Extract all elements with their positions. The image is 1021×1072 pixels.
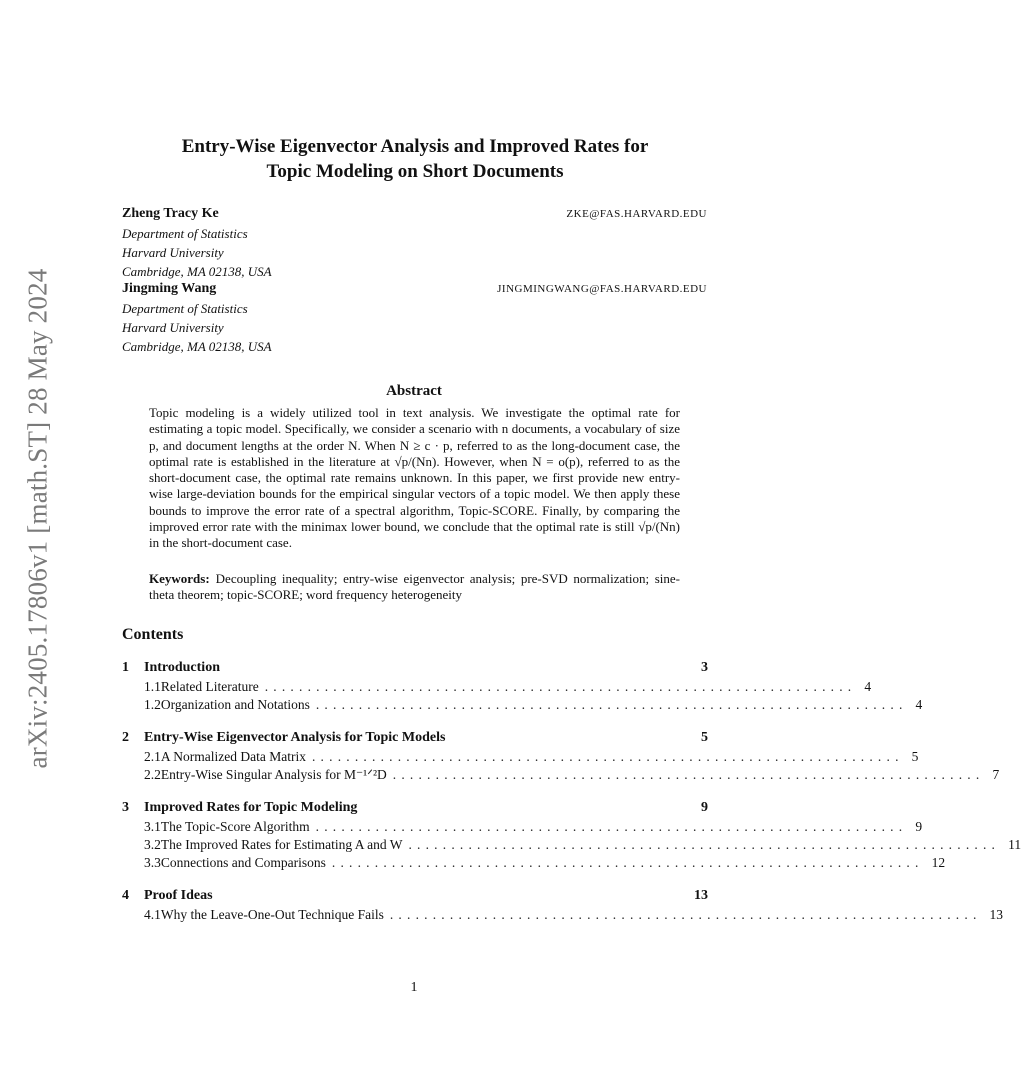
toc-subsection[interactable] [122, 819, 923, 837]
toc-subsection-number: 3.1 [144, 819, 161, 834]
toc-subsection-title: Why the Leave-One-Out Technique Fails [160, 907, 384, 922]
toc-subsection[interactable] [122, 855, 946, 873]
toc-section-title: Entry-Wise Eigenvector Analysis for Topic Models [144, 730, 446, 745]
toc-subsection-page: 13 [989, 907, 1004, 922]
toc-subsection-title: A Normalized Data Matrix [160, 749, 306, 764]
toc-section-number: 3 [122, 800, 129, 815]
toc-section-title: Improved Rates for Topic Modeling [144, 800, 358, 815]
toc-subsection-number: 2.2 [144, 767, 161, 782]
toc-leader-dots: ..................................................................... [408, 837, 1001, 852]
toc-subsection-page: 12 [931, 855, 946, 870]
toc-section-page: 5 [701, 730, 708, 745]
title-line-2: Topic Modeling on Short Documents [266, 161, 564, 182]
title-line-1: Entry-Wise Eigenvector Analysis and Improved Rates for [181, 136, 649, 157]
author-block-2 [122, 281, 707, 356]
toc-section-page: 3 [701, 660, 708, 675]
toc-section[interactable] [122, 730, 708, 749]
toc-section-number: 1 [122, 660, 129, 675]
table-of-contents [122, 660, 1021, 925]
toc-subsection[interactable] [122, 767, 1000, 785]
toc-subsection-number: 3.3 [144, 855, 161, 870]
toc-subsection-title: Organization and Notations [160, 697, 310, 712]
author-name: Jingming Wang [122, 281, 217, 296]
abstract-text: Topic modeling is a widely utilized tool in text analysis. We investigate the optimal rate for estimating a topic model. Specifically, we consider a scenario with n documents, a vocabulary of size p, and document lengths at the order N. When N ≥ c · p, referred to as the long-document case, the optimal rate is established in the literature at √p/(Nn). However, when N = o(p), referred to as the short-document case, the optimal rate remains unknown. In this paper, we first provide new entry-wise large-deviation bounds for the empirical singular vectors of a topic model. We then apply these bounds to improve the error rate of a spectral algorithm, Topic-SCORE. Finally, by comparing the improved error rate with the minimax lower bound, we conclude that the optimal rate is still √p/(Nn) in the short-document case. [149, 405, 680, 551]
toc-subsection-page: 4 [915, 697, 923, 712]
toc-subsection-number: 4.1 [144, 907, 161, 922]
toc-subsection-title: Related Literature [160, 679, 259, 694]
keywords-text: Decoupling inequality; entry-wise eigenvector analysis; pre-SVD normalization; sine-theta theorem; topic-SCORE; word frequency heterogeneity [149, 571, 680, 603]
toc-subsection-title: Entry-Wise Singular Analysis for M⁻¹ᐟ²D [160, 767, 387, 782]
toc-subsection-page: 9 [915, 819, 923, 834]
toc-subsection-page: 7 [992, 767, 1000, 782]
toc-leader-dots: ..................................................................... [331, 855, 924, 870]
author-email[interactable]: JINGMINGWANG@FAS.HARVARD.EDU [497, 283, 707, 295]
toc-subsection-page: 11 [1008, 837, 1021, 852]
toc-section-page: 13 [694, 888, 708, 903]
toc-subsection[interactable] [122, 907, 1004, 925]
toc-section[interactable] [122, 888, 708, 907]
author-address: Cambridge, MA 02138, USA [122, 339, 272, 354]
arxiv-identifier-stamp [18, 263, 58, 773]
toc-subsection-title: The Topic-Score Algorithm [160, 819, 310, 834]
toc-subsection[interactable] [122, 679, 872, 697]
author-address: Cambridge, MA 02138, USA [122, 264, 272, 279]
author-university: Harvard University [122, 320, 224, 335]
toc-subsection[interactable] [122, 837, 1021, 855]
contents-heading: Contents [122, 626, 184, 643]
toc-leader-dots: ..................................................................... [315, 819, 908, 834]
toc-subsection-page: 4 [864, 679, 872, 694]
arxiv-identifier-text: arXiv:2405.17806v1 [math.ST] 28 May 2024 [22, 268, 53, 768]
toc-section-title: Proof Ideas [144, 888, 213, 903]
toc-subsection-number: 2.1 [144, 749, 161, 764]
author-department: Department of Statistics [122, 301, 248, 316]
toc-section[interactable] [122, 800, 708, 819]
toc-section-number: 4 [122, 888, 129, 903]
toc-subsection-number: 1.1 [144, 679, 161, 694]
toc-section-page: 9 [701, 800, 708, 815]
toc-subsection-page: 5 [911, 749, 919, 764]
toc-leader-dots: ..................................................................... [264, 679, 857, 694]
toc-subsection-number: 1.2 [144, 697, 161, 712]
toc-subsection-number: 3.2 [144, 837, 161, 852]
toc-leader-dots: ..................................................................... [392, 767, 985, 782]
author-block-1 [122, 206, 707, 281]
toc-leader-dots: ..................................................................... [389, 907, 982, 922]
toc-subsection-title: The Improved Rates for Estimating A and W [160, 837, 403, 852]
toc-subsection[interactable] [122, 749, 919, 767]
toc-section-number: 2 [122, 730, 129, 745]
author-university: Harvard University [122, 245, 224, 260]
author-name: Zheng Tracy Ke [122, 206, 219, 221]
toc-leader-dots: ..................................................................... [311, 749, 904, 764]
author-email[interactable]: ZKE@FAS.HARVARD.EDU [566, 208, 707, 220]
paper-title [110, 134, 720, 184]
toc-section[interactable] [122, 660, 708, 679]
keywords-label: Keywords: [149, 571, 210, 586]
toc-section-title: Introduction [144, 660, 220, 675]
toc-leader-dots: ..................................................................... [315, 697, 908, 712]
page-number: 1 [410, 980, 418, 995]
toc-subsection-title: Connections and Comparisons [160, 855, 326, 870]
author-department: Department of Statistics [122, 226, 248, 241]
toc-subsection[interactable] [122, 697, 923, 715]
keywords [149, 571, 680, 604]
abstract-heading: Abstract [386, 383, 442, 399]
